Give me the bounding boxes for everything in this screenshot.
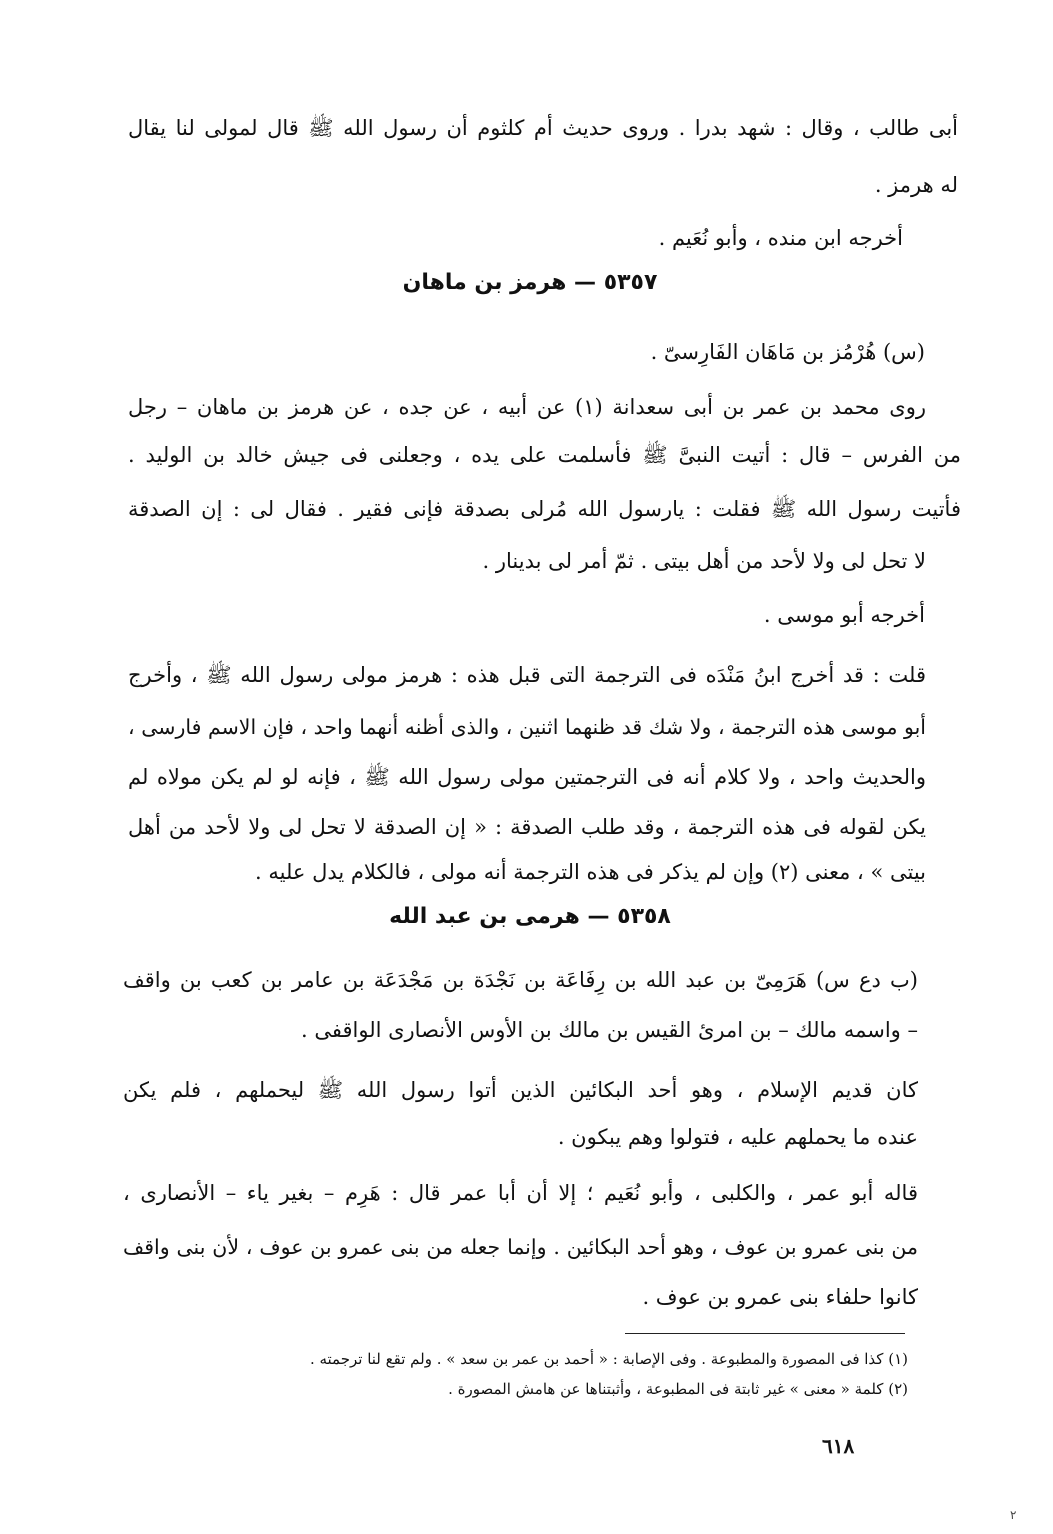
text-line: روى محمد بن عمر بن أبى سعدانة (١) عن أبيه ، عن جده ، عن هرمز بن ماهان – رجل: [128, 395, 926, 419]
entry-heading-5357: ٥٣٥٧ — هرمز بن ماهان: [402, 270, 658, 295]
text-line: من بنى عمرو بن عوف ، وهو أحد البكائين . وإنما جعله من بنى عمرو بن عوف ، لأن بنى واقف: [123, 1235, 918, 1259]
text-line: أخرجه أبو موسى .: [763, 603, 925, 627]
footnote: (٢) كلمة « معنى » غير ثابتة فى المطبوعة ، وأثبتناها عن هامش المصورة .: [448, 1380, 908, 1398]
text-line: قاله أبو عمر ، والكلبى ، وأبو نُعَيم ؛ إلا أن أبا عمر قال : هَرِم – بغير ياء – الأنصارى ،: [123, 1181, 918, 1205]
text-line: بيتى » ، معنى (٢) وإن لم يذكر فى هذه الترجمة أنه مولى ، فالكلام يدل عليه .: [255, 860, 926, 884]
footnote: (١) كذا فى المصورة والمطبوعة . وفى الإصابة : « أحمد بن عمر بن سعد » . ولم تقع لنا ترجمته .: [309, 1350, 908, 1368]
footnote-divider: [625, 1333, 905, 1334]
page-number: ٦١٨: [822, 1434, 855, 1458]
text-line: – واسمه مالك – بن امرئ القيس بن مالك بن الأوس الأنصارى الواقفى .: [301, 1018, 918, 1042]
text-line: يكن لقوله فى هذه الترجمة ، وقد طلب الصدقة : « إن الصدقة لا تحل لى ولا لأحد من أهل: [128, 815, 926, 839]
entry-name-line: (س) هُرْمُز بن مَاهَان الفَارِسىّ .: [650, 340, 925, 364]
text-line: أخرجه ابن منده ، وأبو نُعَيم .: [658, 226, 903, 250]
text-line: كانوا حلفاء بنى عمرو بن عوف .: [642, 1285, 918, 1309]
text-line: قلت : قد أخرج ابنُ مَنْدَه فى الترجمة التى قبل هذه : هرمز مولى رسول الله ﷺ ، وأخرج: [128, 663, 926, 687]
text-line: والحديث واحد ، ولا كلام أنه فى الترجمتين مولى رسول الله ﷺ ، فإنه لو لم يكن مولاه لم: [128, 765, 926, 789]
text-line: كان قديم الإسلام ، وهو أحد البكائين الذين أتوا رسول الله ﷺ ليحملهم ، فلم يكن: [123, 1078, 918, 1102]
text-line: أبى طالب ، وقال : شهد بدرا . وروى حديث أم كلثوم أن رسول الله ﷺ قال لمولى لنا يقال: [128, 116, 958, 140]
text-line: من الفرس – قال : أتيت النبىَّ ﷺ فأسلمت على يده ، وجعلنى فى جيش خالد بن الوليد .: [128, 443, 961, 467]
text-line: له هرمز .: [874, 173, 958, 197]
text-line: لا تحل لى ولا لأحد من أهل بيتى . ثمّ أمر لى بدينار .: [482, 549, 926, 573]
text-line: عنده ما يحملهم عليه ، فتولوا وهم يبكون .: [557, 1125, 918, 1149]
text-line: أبو موسى هذه الترجمة ، ولا شك قد ظنهما اثنين ، والذى أظنه أنهما واحد ، فإن الاسم فارسى ،: [128, 715, 926, 739]
text-line: فأتيت رسول الله ﷺ فقلت : يارسول الله مُرلى بصدقة فإنى فقير . فقال لى : إن الصدقة: [128, 497, 961, 521]
text-line: (ب دع س) هَرَمِىّ بن عبد الله بن رِفَاعَة بن نَجْدَة بن مَجْدَعَة بن عامر بن كعب بن واقف: [123, 968, 918, 992]
entry-heading-5358: ٥٣٥٨ — هرمى بن عبد الله: [389, 904, 671, 929]
corner-mark: ٢: [1010, 1508, 1017, 1522]
